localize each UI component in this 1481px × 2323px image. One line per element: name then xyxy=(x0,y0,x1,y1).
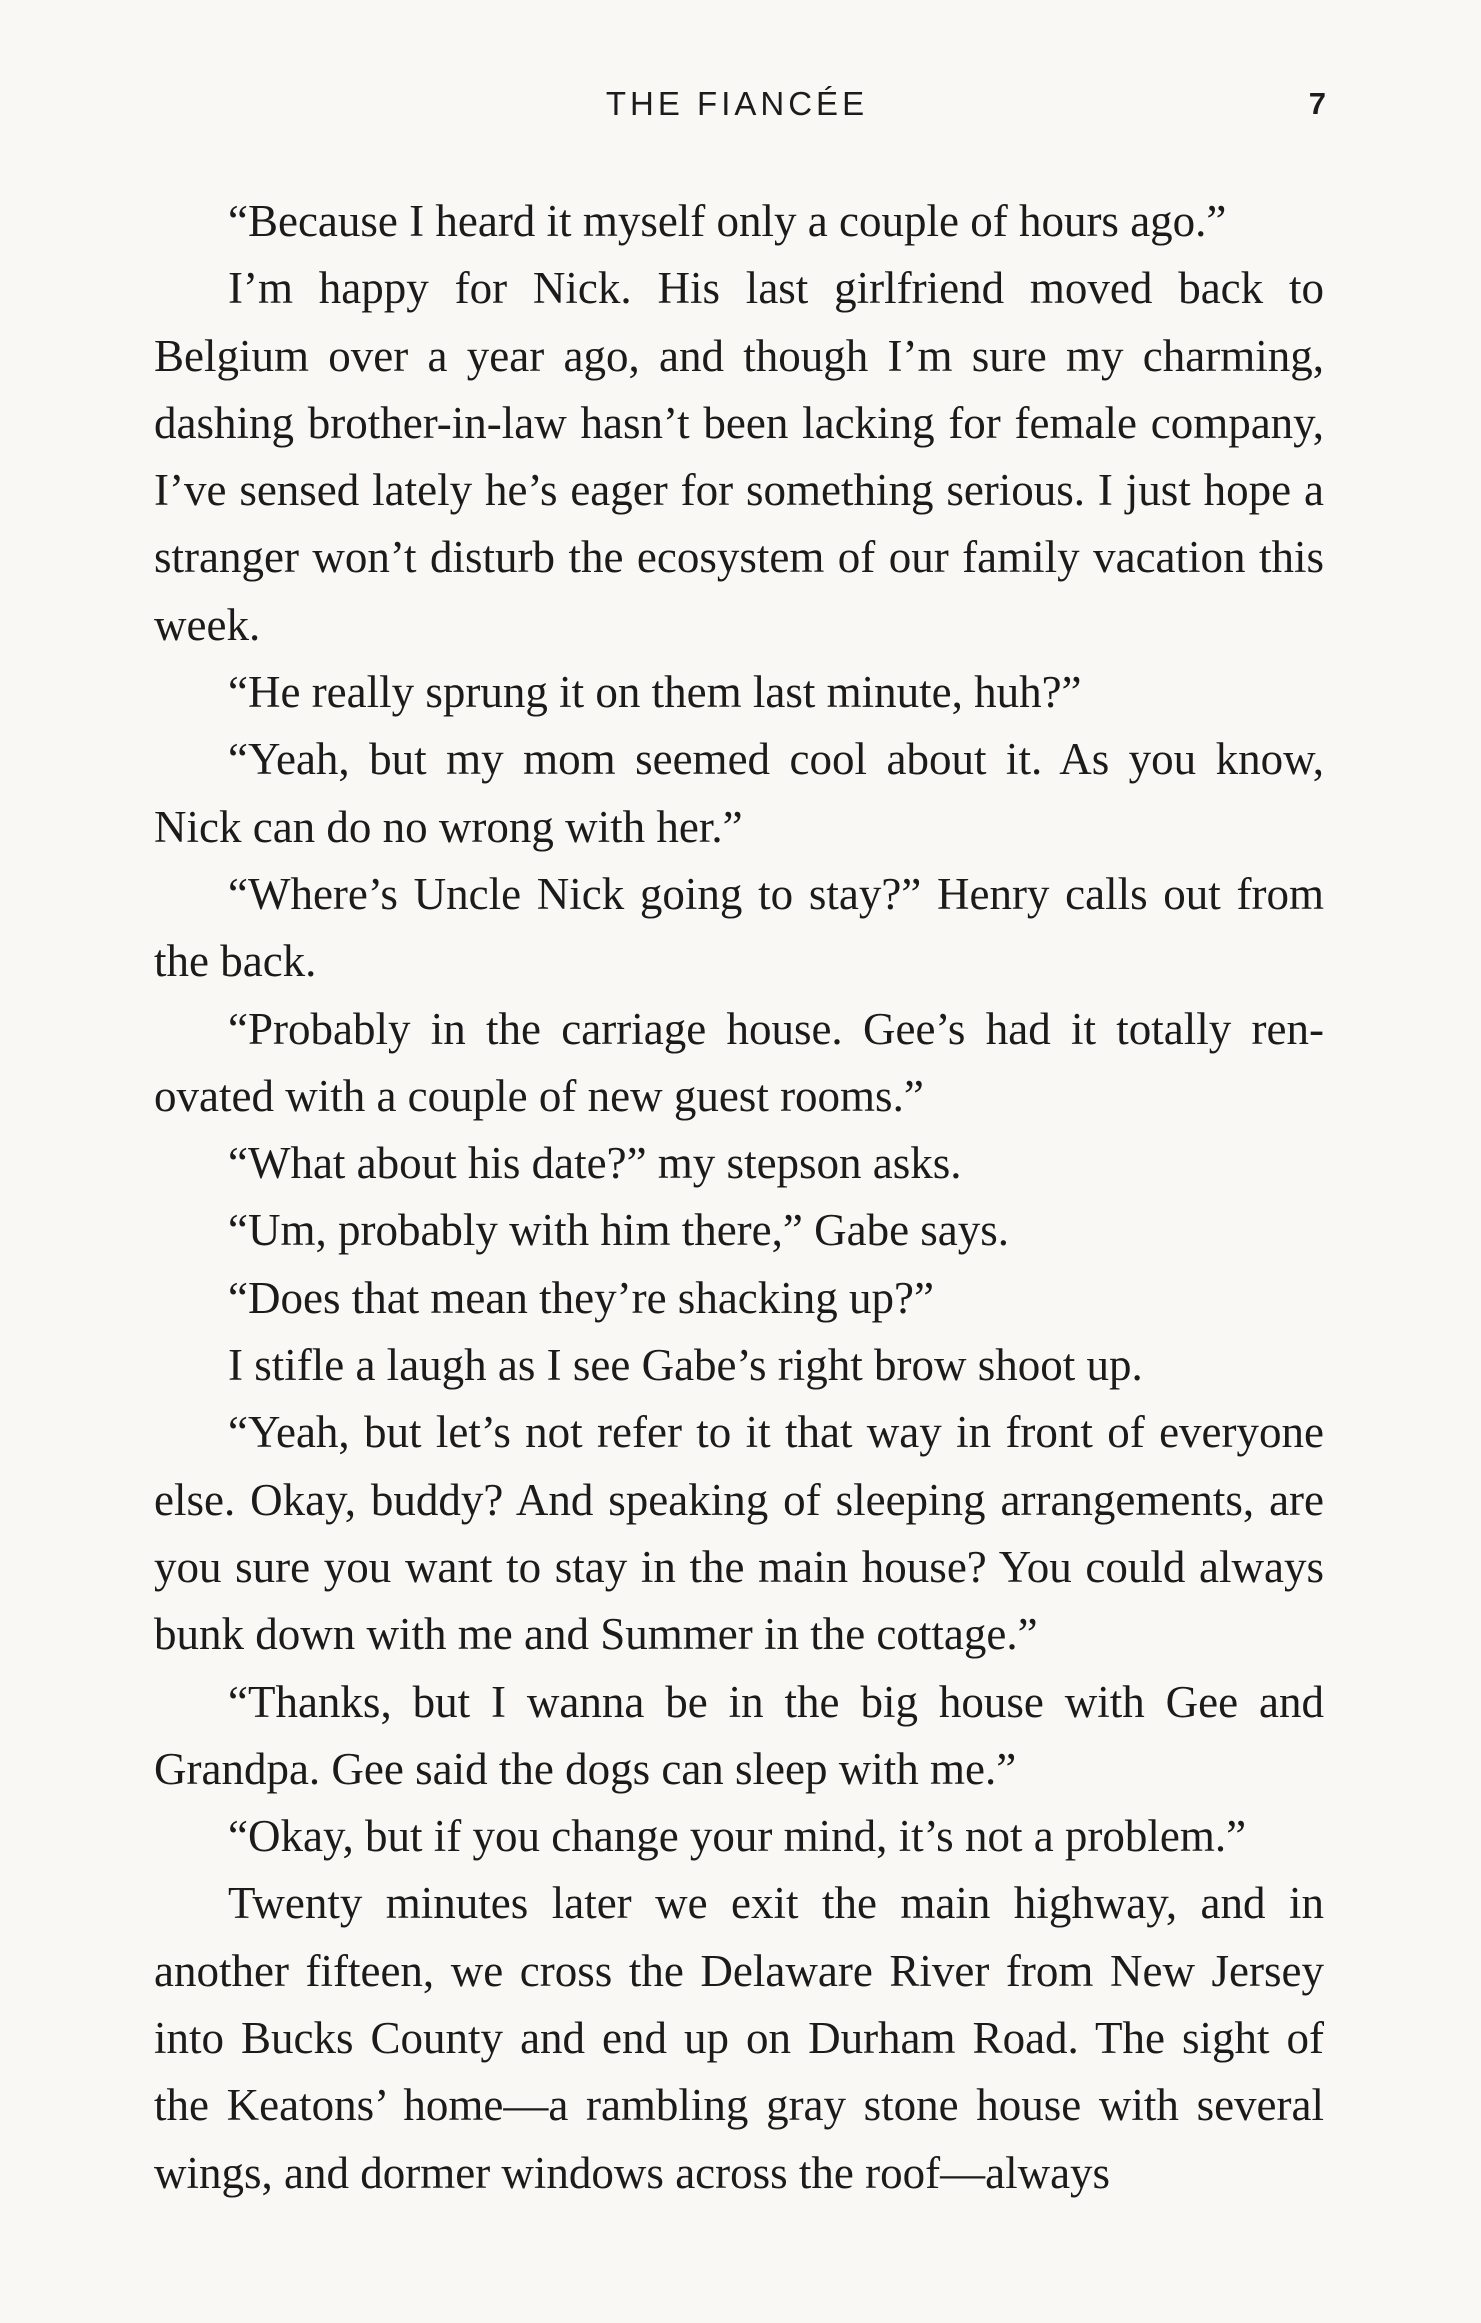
paragraph: “Yeah, but let’s not refer to it that way in front of everyone else. Okay, buddy? And speaking of sleeping arrangements, are you sure you want to stay in the main house? You could always bunk down with me and Summer in the cottage.” xyxy=(154,1407,1324,1660)
paragraph: “Um, probably with him there,” Gabe says. xyxy=(228,1205,1010,1256)
paragraph: “He really sprung it on them last minute, huh?” xyxy=(228,667,1082,718)
paragraph: “What about his date?” my stepson asks. xyxy=(228,1138,962,1189)
body-text xyxy=(154,188,1324,2207)
paragraph: I’m happy for Nick. His last girlfriend moved back to Belgium over a year ago, and though I’m sure my charming, dashing brother-in-law hasn’t been lacking for female company, I’ve sensed lately he’s eager for something serious. I just hope a stranger won’t disturb the ecosystem of our family vacation this week. xyxy=(154,263,1324,650)
paragraph: “Does that mean they’re shacking up?” xyxy=(228,1272,934,1323)
paragraph: “Where’s Uncle Nick going to stay?” Henry calls out from the back. xyxy=(154,868,1324,987)
paragraph: “Thanks, but I wanna be in the big house with Gee and Grandpa. Gee said the dogs can sleep with me.” xyxy=(154,1676,1324,1794)
paragraph: “Yeah, but my mom seemed cool about it. As you know, Nick can do no wrong with her.” xyxy=(154,734,1324,852)
paragraph: “Okay, but if you change your mind, it’s not a problem.” xyxy=(228,1811,1247,1862)
paragraph: Twenty minutes later we exit the main highway, and in another fifteen, we cross the Delaware River from New Jersey into Bucks County and end up on Durham Road. The sight of the Keatons’ home—a rambling gray stone house with several wings, and dormer windows across the roof—always xyxy=(154,1878,1324,2198)
paragraph: “Because I heard it myself only a couple of hours ago.” xyxy=(228,196,1227,246)
running-header xyxy=(0,84,1481,124)
book-title: THE FIANCÉE xyxy=(605,85,869,122)
paragraph: I stifle a laugh as I see Gabe’s right brow shoot up. xyxy=(228,1340,1143,1391)
paragraph: “Probably in the carriage house. Gee’s had it totally renovated with a couple of new guest rooms.” xyxy=(154,1003,1324,1121)
page-number: 7 xyxy=(1308,86,1326,121)
